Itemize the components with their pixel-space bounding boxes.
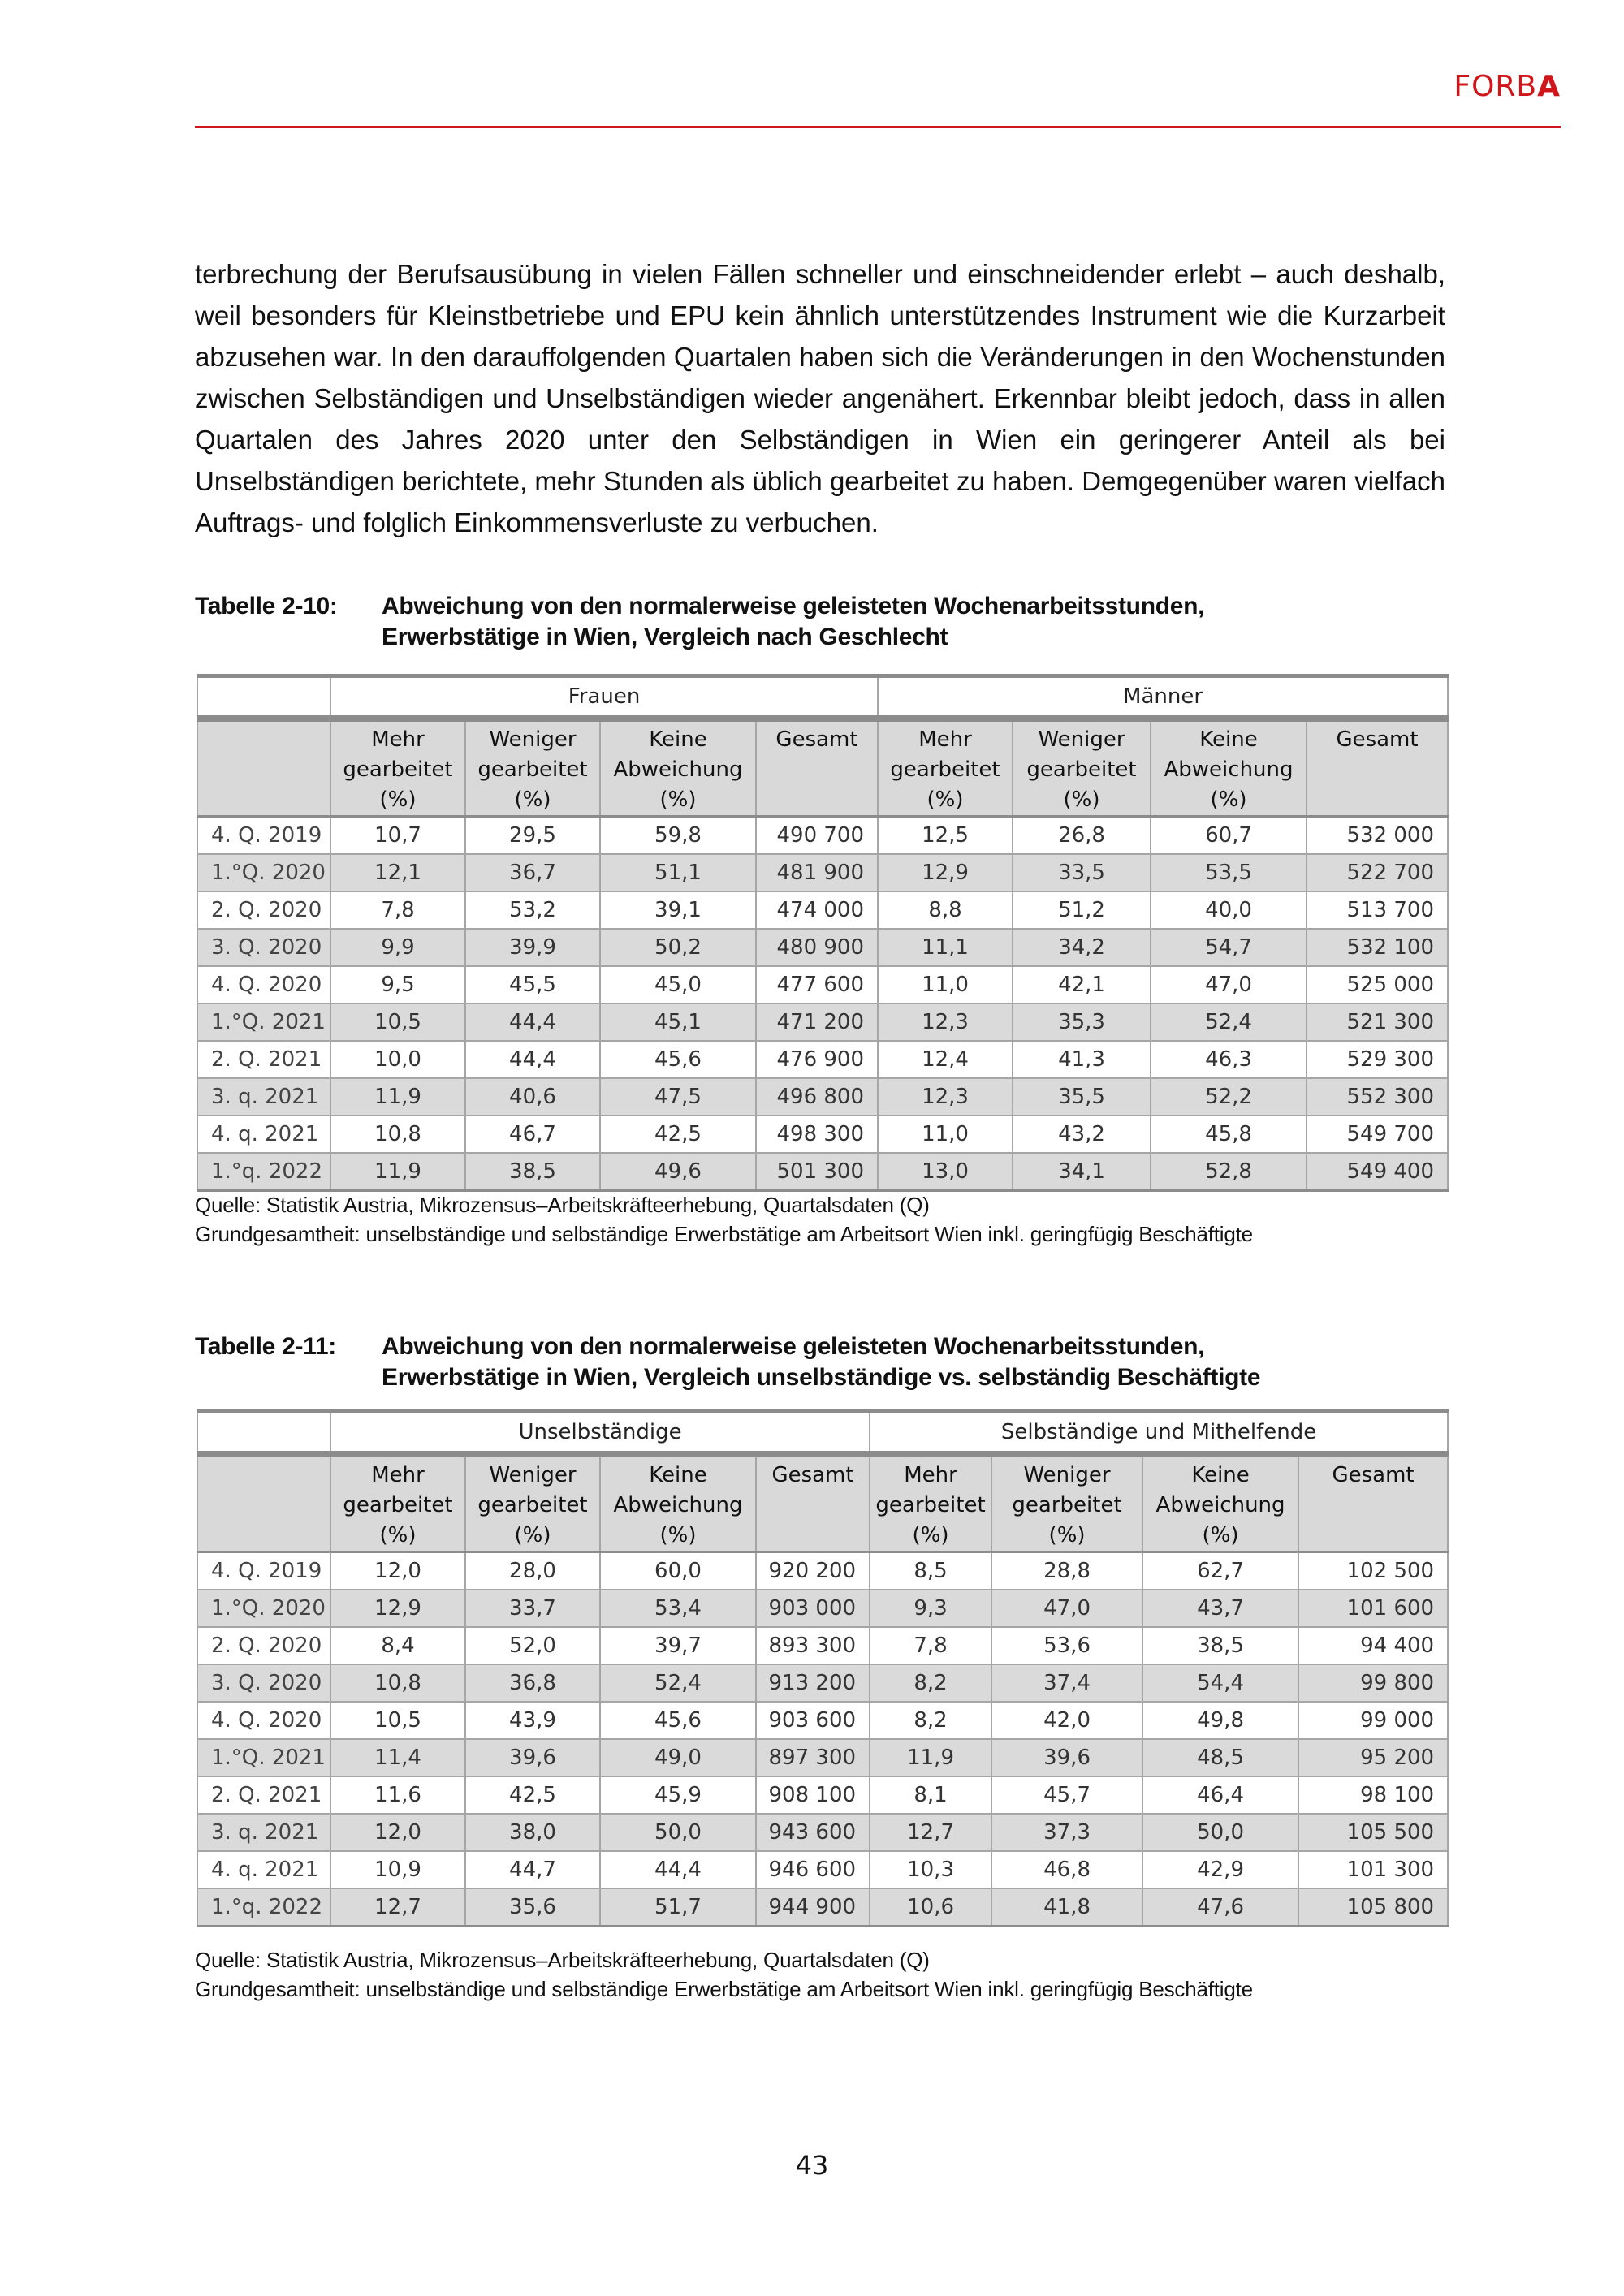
table-cell: 893 300 <box>756 1627 870 1664</box>
table-cell: 101 600 <box>1298 1590 1448 1627</box>
table-row <box>197 1041 1448 1078</box>
table-cell: 98 100 <box>1298 1776 1448 1814</box>
brand-logo <box>1453 70 1561 103</box>
table-cell: 29,5 <box>465 817 600 855</box>
table-cell: 45,7 <box>991 1776 1142 1814</box>
table-cell: 35,6 <box>465 1888 600 1927</box>
table-cell: 45,1 <box>600 1003 756 1041</box>
table-row <box>197 1888 1448 1927</box>
table-cell: 10,6 <box>870 1888 991 1927</box>
row-quarter-label: 4. Q. 2019 <box>197 1552 330 1590</box>
table2-caption <box>195 1331 1462 1393</box>
table-cell: 13,0 <box>878 1153 1013 1191</box>
row-quarter-label: 1.°Q. 2021 <box>197 1739 330 1776</box>
table-cell: 12,3 <box>878 1003 1013 1041</box>
table1-population-line: Grundgesamtheit: unselbständige und selbständige Erwerbstätige am Arbeitsort Wien inkl. geringfügig Beschäftigte <box>195 1222 1253 1246</box>
table-cell: 33,7 <box>465 1590 600 1627</box>
table-cell: 47,5 <box>600 1078 756 1116</box>
table2 <box>197 1409 1449 1927</box>
table-cell: 45,9 <box>600 1776 756 1814</box>
table-cell: 47,6 <box>1142 1888 1298 1927</box>
table-cell: 54,4 <box>1142 1664 1298 1702</box>
table-cell: 496 800 <box>756 1078 878 1116</box>
table-cell: 59,8 <box>600 817 756 855</box>
table-cell: 50,0 <box>1142 1814 1298 1851</box>
table-cell: 102 500 <box>1298 1552 1448 1590</box>
table-cell: 39,9 <box>465 929 600 966</box>
table-row <box>197 817 1448 855</box>
table-cell: 105 800 <box>1298 1888 1448 1927</box>
table-cell: 51,2 <box>1013 891 1151 929</box>
table-cell: 53,2 <box>465 891 600 929</box>
row-quarter-label: 1.°q. 2022 <box>197 1153 330 1191</box>
table-cell: 28,8 <box>991 1552 1142 1590</box>
table-cell: 47,0 <box>991 1590 1142 1627</box>
table-cell: 7,8 <box>870 1627 991 1664</box>
table-cell: 477 600 <box>756 966 878 1003</box>
table1-header-weniger-f: Weniger gearbeitet (%) <box>465 719 600 817</box>
table-row <box>197 1664 1448 1702</box>
table-cell: 920 200 <box>756 1552 870 1590</box>
table-cell: 8,8 <box>878 891 1013 929</box>
table-cell: 41,3 <box>1013 1041 1151 1078</box>
table1-header-mehr-m: Mehr gearbeitet (%) <box>878 719 1013 817</box>
table2-header-mehr-u: Mehr gearbeitet (%) <box>330 1454 465 1552</box>
table-cell: 12,9 <box>878 854 1013 891</box>
table-cell: 60,7 <box>1151 817 1307 855</box>
table-cell: 48,5 <box>1142 1739 1298 1776</box>
table-cell: 10,9 <box>330 1851 465 1888</box>
table1-group-header-row <box>197 676 1448 719</box>
table-cell: 62,7 <box>1142 1552 1298 1590</box>
table-row <box>197 1116 1448 1153</box>
table-row <box>197 1552 1448 1590</box>
row-quarter-label: 3. Q. 2020 <box>197 929 330 966</box>
table-row <box>197 1590 1448 1627</box>
table1-title-line2: Erwerbstätige in Wien, Vergleich nach Geschlecht <box>382 624 948 650</box>
table-cell: 52,4 <box>600 1664 756 1702</box>
table-cell: 501 300 <box>756 1153 878 1191</box>
table-cell: 105 500 <box>1298 1814 1448 1851</box>
table-cell: 8,2 <box>870 1664 991 1702</box>
table-cell: 552 300 <box>1307 1078 1448 1116</box>
table-row <box>197 1627 1448 1664</box>
table-cell: 11,0 <box>878 966 1013 1003</box>
table-cell: 39,1 <box>600 891 756 929</box>
table-cell: 10,7 <box>330 817 465 855</box>
table-cell: 11,0 <box>878 1116 1013 1153</box>
table-cell: 474 000 <box>756 891 878 929</box>
table-cell: 43,9 <box>465 1702 600 1739</box>
page-number: 43 <box>795 2150 829 2181</box>
table-cell: 53,4 <box>600 1590 756 1627</box>
table2-header-weniger-s: Weniger gearbeitet (%) <box>991 1454 1142 1552</box>
table-cell: 36,8 <box>465 1664 600 1702</box>
table2-body <box>197 1552 1448 1927</box>
table-cell: 94 400 <box>1298 1627 1448 1664</box>
table-cell: 45,5 <box>465 966 600 1003</box>
table-row <box>197 1776 1448 1814</box>
brand-logo-prefix: FORB <box>1453 70 1538 103</box>
table-cell: 49,0 <box>600 1739 756 1776</box>
table-cell: 12,5 <box>878 817 1013 855</box>
table-cell: 12,0 <box>330 1552 465 1590</box>
row-quarter-label: 4. q. 2021 <box>197 1116 330 1153</box>
table-row <box>197 1702 1448 1739</box>
table1 <box>197 674 1449 1192</box>
table-cell: 9,3 <box>870 1590 991 1627</box>
body-paragraph-container <box>195 253 1445 543</box>
table-row <box>197 1739 1448 1776</box>
table-cell: 908 100 <box>756 1776 870 1814</box>
table-cell: 45,6 <box>600 1041 756 1078</box>
row-quarter-label: 2. Q. 2020 <box>197 1627 330 1664</box>
table-cell: 51,1 <box>600 854 756 891</box>
table-cell: 43,7 <box>1142 1590 1298 1627</box>
table-row <box>197 891 1448 929</box>
table-cell: 53,6 <box>991 1627 1142 1664</box>
table2-title-line1: Abweichung von den normalerweise geleisteten Wochenarbeitsstunden, <box>382 1333 1205 1360</box>
table-cell: 44,4 <box>465 1003 600 1041</box>
table-cell: 10,5 <box>330 1702 465 1739</box>
table-cell: 34,1 <box>1013 1153 1151 1191</box>
table-cell: 51,7 <box>600 1888 756 1927</box>
table-cell: 476 900 <box>756 1041 878 1078</box>
table-cell: 8,1 <box>870 1776 991 1814</box>
table-cell: 46,7 <box>465 1116 600 1153</box>
table-cell: 44,7 <box>465 1851 600 1888</box>
table-cell: 12,4 <box>878 1041 1013 1078</box>
row-quarter-label: 4. Q. 2020 <box>197 966 330 1003</box>
table-cell: 26,8 <box>1013 817 1151 855</box>
row-quarter-label: 4. q. 2021 <box>197 1851 330 1888</box>
table-cell: 53,5 <box>1151 854 1307 891</box>
table-cell: 490 700 <box>756 817 878 855</box>
table-cell: 43,2 <box>1013 1116 1151 1153</box>
table-cell: 8,2 <box>870 1702 991 1739</box>
table1-header-mehr-f: Mehr gearbeitet (%) <box>330 719 465 817</box>
header-divider <box>195 126 1561 128</box>
row-quarter-label: 2. Q. 2021 <box>197 1041 330 1078</box>
table-cell: 9,5 <box>330 966 465 1003</box>
table-row <box>197 966 1448 1003</box>
row-quarter-label: 1.°Q. 2020 <box>197 1590 330 1627</box>
table-cell: 45,6 <box>600 1702 756 1739</box>
table-cell: 12,1 <box>330 854 465 891</box>
table-cell: 95 200 <box>1298 1739 1448 1776</box>
table2-label: Tabelle 2-11: <box>195 1333 336 1360</box>
table2-population-line: Grundgesamtheit: unselbständige und selbständige Erwerbstätige am Arbeitsort Wien inkl. geringfügig Beschäftigte <box>195 1977 1253 2001</box>
table-cell: 45,8 <box>1151 1116 1307 1153</box>
table1-corner-cell <box>197 676 330 719</box>
table-cell: 44,4 <box>465 1041 600 1078</box>
table2-header-keine-u: Keine Abweichung (%) <box>600 1454 756 1552</box>
table2-title <box>382 1331 1260 1393</box>
table2-header-blank <box>197 1454 330 1552</box>
table-cell: 38,5 <box>1142 1627 1298 1664</box>
table-cell: 42,0 <box>991 1702 1142 1739</box>
table-cell: 35,5 <box>1013 1078 1151 1116</box>
table-cell: 12,9 <box>330 1590 465 1627</box>
table-cell: 513 700 <box>1307 891 1448 929</box>
table-cell: 944 900 <box>756 1888 870 1927</box>
table-cell: 52,0 <box>465 1627 600 1664</box>
table-cell: 54,7 <box>1151 929 1307 966</box>
table-cell: 39,6 <box>465 1739 600 1776</box>
table-cell: 11,6 <box>330 1776 465 1814</box>
table-cell: 11,4 <box>330 1739 465 1776</box>
table-cell: 529 300 <box>1307 1041 1448 1078</box>
table-cell: 913 200 <box>756 1664 870 1702</box>
table-cell: 99 800 <box>1298 1664 1448 1702</box>
row-quarter-label: 1.°Q. 2020 <box>197 854 330 891</box>
table-cell: 10,0 <box>330 1041 465 1078</box>
table-row <box>197 1814 1448 1851</box>
table-cell: 49,8 <box>1142 1702 1298 1739</box>
table-cell: 37,4 <box>991 1664 1142 1702</box>
table1-title <box>382 591 1204 653</box>
table2-header-weniger-u: Weniger gearbeitet (%) <box>465 1454 600 1552</box>
table-cell: 52,4 <box>1151 1003 1307 1041</box>
table-cell: 28,0 <box>465 1552 600 1590</box>
table1-group-frauen: Frauen <box>330 676 878 719</box>
table-cell: 101 300 <box>1298 1851 1448 1888</box>
table2-column-header-row <box>197 1454 1448 1552</box>
row-quarter-label: 2. Q. 2021 <box>197 1776 330 1814</box>
table2-source-line: Quelle: Statistik Austria, Mikrozensus–Arbeitskräfteerhebung, Quartalsdaten (Q) <box>195 1948 930 1972</box>
table-cell: 35,3 <box>1013 1003 1151 1041</box>
table-cell: 532 000 <box>1307 817 1448 855</box>
table-cell: 8,5 <box>870 1552 991 1590</box>
table2-corner-cell <box>197 1412 330 1455</box>
row-quarter-label: 1.°Q. 2021 <box>197 1003 330 1041</box>
table-cell: 47,0 <box>1151 966 1307 1003</box>
table1-label: Tabelle 2-10: <box>195 593 338 619</box>
table-cell: 42,9 <box>1142 1851 1298 1888</box>
table1-header-keine-m: Keine Abweichung (%) <box>1151 719 1307 817</box>
table-cell: 532 100 <box>1307 929 1448 966</box>
row-quarter-label: 1.°q. 2022 <box>197 1888 330 1927</box>
table-cell: 33,5 <box>1013 854 1151 891</box>
table-cell: 38,0 <box>465 1814 600 1851</box>
table-cell: 50,0 <box>600 1814 756 1851</box>
row-quarter-label: 3. Q. 2020 <box>197 1664 330 1702</box>
table-cell: 9,9 <box>330 929 465 966</box>
table-cell: 522 700 <box>1307 854 1448 891</box>
table-cell: 480 900 <box>756 929 878 966</box>
table-cell: 99 000 <box>1298 1702 1448 1739</box>
table-cell: 46,3 <box>1151 1041 1307 1078</box>
table-cell: 46,8 <box>991 1851 1142 1888</box>
table-cell: 943 600 <box>756 1814 870 1851</box>
table-cell: 12,7 <box>330 1888 465 1927</box>
table1-title-line1: Abweichung von den normalerweise geleisteten Wochenarbeitsstunden, <box>382 593 1205 619</box>
table-row <box>197 1851 1448 1888</box>
brand-logo-suffix: A <box>1537 70 1561 103</box>
table-cell: 39,6 <box>991 1739 1142 1776</box>
table-cell: 12,3 <box>878 1078 1013 1116</box>
table-cell: 11,9 <box>330 1078 465 1116</box>
table-cell: 11,1 <box>878 929 1013 966</box>
table-cell: 42,5 <box>600 1116 756 1153</box>
table-cell: 40,0 <box>1151 891 1307 929</box>
table-cell: 60,0 <box>600 1552 756 1590</box>
table2-header-mehr-s: Mehr gearbeitet (%) <box>870 1454 991 1552</box>
table-cell: 50,2 <box>600 929 756 966</box>
table-cell: 10,8 <box>330 1664 465 1702</box>
table-cell: 10,3 <box>870 1851 991 1888</box>
table-cell: 498 300 <box>756 1116 878 1153</box>
table-row <box>197 1078 1448 1116</box>
table1-header-weniger-m: Weniger gearbeitet (%) <box>1013 719 1151 817</box>
table1-body <box>197 817 1448 1191</box>
table1-column-header-row <box>197 719 1448 817</box>
table2-title-line2: Erwerbstätige in Wien, Vergleich unselbständige vs. selbständig Beschäftigte <box>382 1364 1261 1391</box>
table-cell: 10,8 <box>330 1116 465 1153</box>
table-cell: 11,9 <box>330 1153 465 1191</box>
table-cell: 903 600 <box>756 1702 870 1739</box>
table1-header-keine-f: Keine Abweichung (%) <box>600 719 756 817</box>
table-cell: 10,5 <box>330 1003 465 1041</box>
table2-header-keine-s: Keine Abweichung (%) <box>1142 1454 1298 1552</box>
table1-caption <box>195 591 1462 653</box>
table-cell: 903 000 <box>756 1590 870 1627</box>
table1-header-gesamt-m: Gesamt <box>1307 719 1448 817</box>
table-row <box>197 1003 1448 1041</box>
table-cell: 521 300 <box>1307 1003 1448 1041</box>
table-cell: 471 200 <box>756 1003 878 1041</box>
table-cell: 7,8 <box>330 891 465 929</box>
table-cell: 525 000 <box>1307 966 1448 1003</box>
table-cell: 39,7 <box>600 1627 756 1664</box>
table1-source-note <box>195 1190 1253 1249</box>
table1-source-line: Quelle: Statistik Austria, Mikrozensus–Arbeitskräfteerhebung, Quartalsdaten (Q) <box>195 1193 930 1217</box>
table2-header-gesamt-s: Gesamt <box>1298 1454 1448 1552</box>
table-cell: 897 300 <box>756 1739 870 1776</box>
body-paragraph: terbrechung der Berufsausübung in vielen Fällen schneller und einschneidender erlebt – auch deshalb, weil besonders für Kleinstbetriebe und EPU kein ähnlich unterstützendes Instrument wie die Kurzarbeit abzusehen war. In den darauffolgenden Quartalen haben sich die Veränderungen in den Wochenstunden zwischen Selbständigen und Unselbständigen wieder angenähert. Erkennbar bleibt jedoch, dass in allen Quartalen des Jahres 2020 unter den Selbständigen in Wien ein geringerer Anteil als bei Unselbständigen berichtete, mehr Stunden als üblich gearbeitet zu haben. Demgegenüber waren vielfach Auftrags- und folglich Einkommensverluste zu verbuchen. <box>195 259 1445 537</box>
table-row <box>197 929 1448 966</box>
table-cell: 8,4 <box>330 1627 465 1664</box>
table-cell: 12,7 <box>870 1814 991 1851</box>
table-cell: 34,2 <box>1013 929 1151 966</box>
table-row <box>197 854 1448 891</box>
table-cell: 481 900 <box>756 854 878 891</box>
table-cell: 11,9 <box>870 1739 991 1776</box>
table-cell: 52,2 <box>1151 1078 1307 1116</box>
table-cell: 37,3 <box>991 1814 1142 1851</box>
table-cell: 42,1 <box>1013 966 1151 1003</box>
table-row <box>197 1153 1448 1191</box>
table-cell: 49,6 <box>600 1153 756 1191</box>
row-quarter-label: 3. q. 2021 <box>197 1078 330 1116</box>
table-cell: 549 400 <box>1307 1153 1448 1191</box>
table-cell: 41,8 <box>991 1888 1142 1927</box>
table-cell: 42,5 <box>465 1776 600 1814</box>
table-cell: 946 600 <box>756 1851 870 1888</box>
table1-header-gesamt-f: Gesamt <box>756 719 878 817</box>
table-cell: 36,7 <box>465 854 600 891</box>
table2-group-header-row <box>197 1412 1448 1455</box>
table-cell: 45,0 <box>600 966 756 1003</box>
row-quarter-label: 2. Q. 2020 <box>197 891 330 929</box>
table-cell: 38,5 <box>465 1153 600 1191</box>
table-cell: 549 700 <box>1307 1116 1448 1153</box>
table2-source-note <box>195 1945 1253 2004</box>
table2-group-selbstaendige: Selbständige und Mithelfende <box>870 1412 1448 1455</box>
table-cell: 52,8 <box>1151 1153 1307 1191</box>
row-quarter-label: 4. Q. 2019 <box>197 817 330 855</box>
table-cell: 12,0 <box>330 1814 465 1851</box>
table2-group-unselbstaendige: Unselbständige <box>330 1412 870 1455</box>
table1-header-blank <box>197 719 330 817</box>
row-quarter-label: 4. Q. 2020 <box>197 1702 330 1739</box>
table1-group-maenner: Männer <box>878 676 1448 719</box>
table2-header-gesamt-u: Gesamt <box>756 1454 870 1552</box>
table-cell: 40,6 <box>465 1078 600 1116</box>
table-cell: 44,4 <box>600 1851 756 1888</box>
row-quarter-label: 3. q. 2021 <box>197 1814 330 1851</box>
table-cell: 46,4 <box>1142 1776 1298 1814</box>
